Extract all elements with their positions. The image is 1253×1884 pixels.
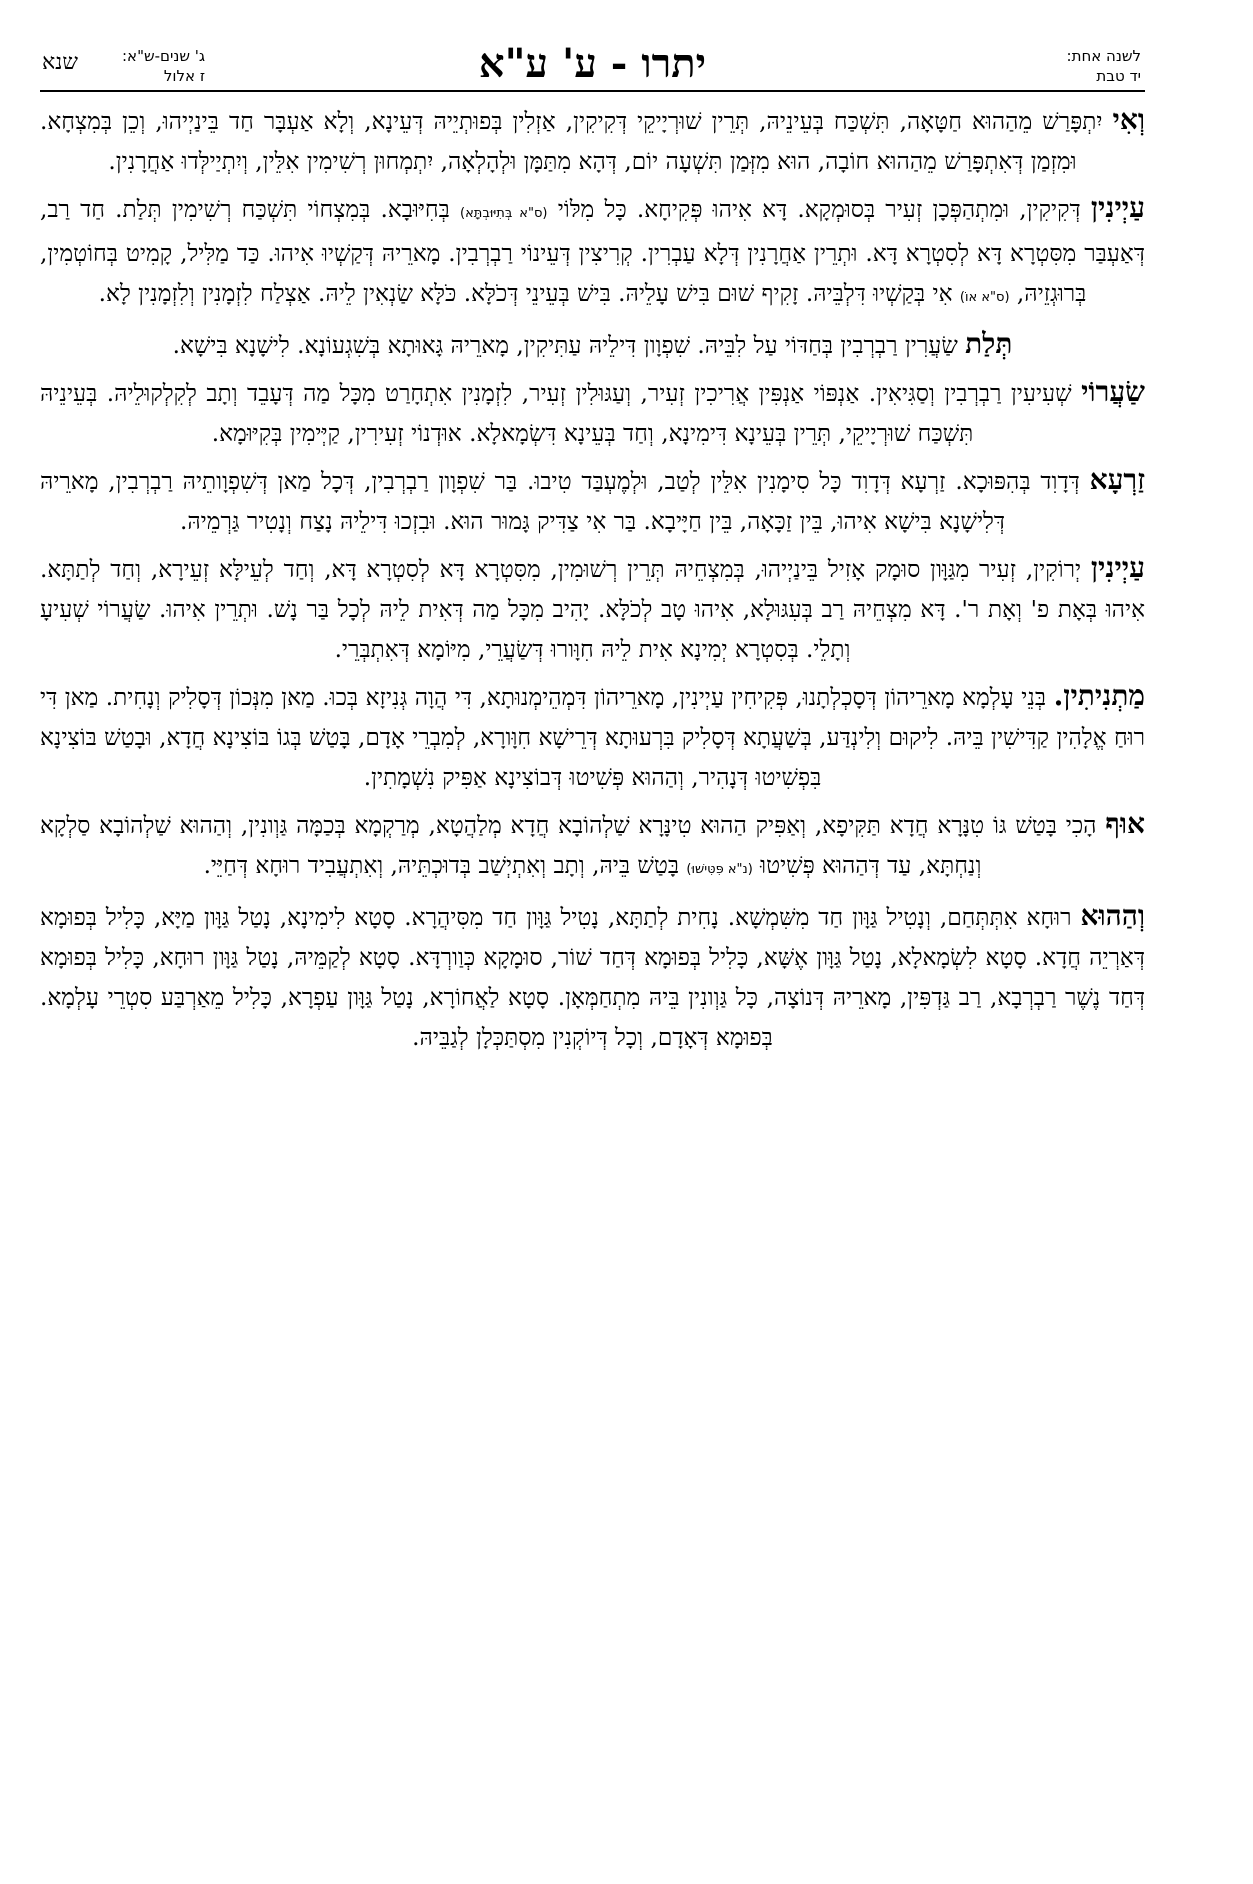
running-header [40,40,1145,92]
paragraph [40,324,1145,366]
paragraph-text: בָּטַשׁ בֵּיהּ, וְתָב וְאִתְיְשַׁב בְּדוּכְתֵּיהּ, וְאִתְעֲבִיד רוּחָא דְּחַיֵּי. [203,852,687,879]
three-year-cycle-date: ז אלול [163,67,206,85]
paragraph [40,372,1145,454]
paragraph-opener: עַיְינִין [1090,191,1145,224]
paragraph-text: שַׂעֲרִין רַבְרְבִין בְּחַדּוֹי עַל לִבֵּיהּ. שִׁפְוָון דִּילֵיהּ עַתִּיקִין, מָארֵיהּ גָּאוּתָא בְּשִׁגְעוֹנָא. לִישָׁנָא בִּישָׁא. [172,332,966,359]
paragraph [40,676,1145,798]
variant-note: (נ"א פִּטִּישׁוּ) [686,862,753,877]
paragraph-text: יִתְפָּרַשׁ מֵהַהוּא חַטָּאָה, תִּשְׁכַּח בְּעֵינֵיהּ, תְּרֵין שׁוּרְיָיקֵי דְּקִיקִין, אַזְלִין בְּפוּתְיֵיהּ דְּעֵינָא, וְלָא אַעְבָּר חַד בֵּינַיְיהוּ, וְכֵן בְּמִצְחָא. וּמִזְמַן דְּאִתְפָּרַשׁ מֵהַהוּא חוֹבָה, הוּא מִזְּמַן תִּשְׁעָה יוֹם, דְּהָא מִתַּמָּן וּלְהָלְאָה, יִתְמְחוּן רְשִׁימִין אִלֵּין, וְיִתְיַילְּדוּ אַחֲרָנִין. [40,108,1113,175]
three-year-cycle-label: ג' שנים-ש"א: [122,47,206,65]
paragraph-text: הָכִי בָּטַשׁ גּוֹ טִנָּרָא חֲדָא תַּקִּיפָא, וְאַפִּיק הַהוּא טִינָּרָא שַׁלְהוֹבָא חֲדָא מְלַהֲטָא, מְרַקְמָא בְּכַמָּה גַּוְונִין, וְהַהוּא שַׁלְהוֹבָא סַלְקָא וְנַחְתָּא, עַד דְּהַהוּא פְּשִׁיטוּ [40,812,1106,879]
header-left-dates [122,46,205,86]
main-text [40,100,1145,1058]
page [40,40,1145,1064]
page-title: יתרו - ע' ע"א [478,40,707,87]
paragraph-opener: וְאִי [1112,103,1145,136]
paragraph [40,548,1145,670]
paragraph [40,188,1145,318]
paragraph-opener: וְהַהוּא [1080,899,1145,932]
paragraph-opener: אוּף [1105,807,1145,840]
one-year-cycle-label: לשנה אחת: [1066,47,1141,65]
variant-note: (ס"א אוֹ) [959,290,1010,305]
paragraph [40,100,1145,182]
page-number: שנא [42,50,78,75]
paragraph-text: בְּחִיּוּבָא. בְּמִצְחוֹי תִּשְׁכַּח רְשִׁימִין תְּלַת. חַד רַב, דְּאַעְבַּר מִסִּטְרָא דָּא לְסִטְרָא דָּא. וּתְרֵין אַחֲרָנִין דְּלָא עַבְרִין. קְרִיצִין דְּעֵינוֹי רַבְרְבִין. מָארֵיהּ דְּקַשְׁיוּ אִיהוּ. כַּד מַלִּיל, קָמִיט בְּחוֹטְמִין, בְּרוּגְזֵיהּ, [40,196,1145,307]
paragraph-opener: עַיְינִין [1090,551,1145,584]
paragraph-text: בְּנֵי עָלְמָא מָארֵיהוֹן דְּסָכְלְתָנוּ, פְּקִיחִין עַיְינִין, מָארֵיהוֹן דִּמְהֵימְנוּתָא, דִּי הֲוָה גְּנִיזָא בְּכוּ. מַאן מִנְּכוֹן דְּסָלִיק וְנָחִית. מַאן דִּי רוּחַ אֱלָהִין קַדִּישִׁין בֵּיהּ. לִיקוּם וְלִינְדַּע, בְּשַׁעֲתָא דְּסָלִיק בִּרְעוּתָא דְּרֵישָׁא חִוָּורָא, לְמִבְרֵי אָדָם, בָּטַשׁ בְּגוֹ בּוֹצִינָא חֲדָא, וּבָטַשׁ בּוֹצִינָא בִּפְשִׁיטוּ דְּנָהִיר, וְהַהוּא פְּשִׁיטוּ דְּבוֹצִינָא אַפִּיק נִשְׁמָתִין. [40,684,1145,791]
paragraph-opener: תְּלַת [965,327,1013,360]
paragraph-opener: שַׂעֲרוֹי [1081,375,1145,408]
one-year-cycle-date: יד טבת [1096,67,1141,85]
paragraph-text: שְׁעִיעִין רַבְרְבִין וְסַגִּיאִין. אַנְפּוֹי אַנְפִּין אֲרִיכִין זְעִיר, וְעַגּוּלִין זְעִיר, לִזְמָנִין אִתְחָרַט מִכָּל מַה דְּעָבֵד וְתָב לְקִלְקוּלֵיהּ. בְּעֵינֵיהּ תִּשְׁכַּח שׁוּרְיָיקֵי, תְּרֵין בְּעֵינָא דִּימִינָא, וְחַד בְּעֵינָא דִּשְׂמָאלָא. אוּדְנוֹי זְעִירִין, קַיְּימִין בְּקִיּוּמָא. [40,380,1082,447]
paragraph-text: יְרוֹקִין, זְעִיר מִגַּוָּון סוּמָק אָזִיל בֵּינַיְיהוּ, בְּמִצְחֵיהּ תְּרֵין רְשׁוּמִין, מִסִּטְרָא דָּא לְסִטְרָא דָּא, וְחַד לְעֵילָּא זְעֵירָא, וְחַד לְתַתָּא. אִיהוּ בְּאָת פ' וְאָת ר'. דָּא מִצְחֵיהּ רַב בְּעִגּוּלָא, אִיהוּ טָב לְכֹלָּא. יָהִיב מִכָּל מַה דְּאִית לֵיהּ לְכָל בַּר נָשׁ. וּתְרֵין אִיהוּ. שַׂעֲרוֹי שְׁעִיעָ וְתָלֵי. בְּסִטְרָא יְמִינָא אִית לֵיהּ חִוָּורוּ דְּשַׂעֲרֵי, מִיּוֹמָא דְּאִתְבְּרֵי. [40,556,1145,663]
paragraph-opener: מַתְנִיתִין. [1053,679,1145,712]
paragraph [40,460,1145,542]
variant-note: (ס"א בְּתִיּוּבְתָּא) [460,206,548,221]
paragraph-text: דְּקִיקִין, וּמִתְהַפְּכָן זְעִיר בְּסוּמְקָא. דָּא אִיהוּ פְּקִיחָא. כָּל מִלּוֹי [557,196,1091,223]
paragraph-text: דְּדָוִד בְּהִפּוּכָא. זַרְעָא דְּדָוִד כָּל סִימָנִין אִלֵּין לְטַב, וּלְמֶעְבַּד טִיבוּ. בַּר שִׁפְוָון רַבְרְבִין, דְּכָל מַאן דְּשִׁפְוָותֵיהּ רַבְרְבִין, מָארֵיהּ דְּלִישָׁנָא בִּישָׁא אִיהוּ, בֵּין זַכָּאָה, בֵּין חַיָּיבָא. בַּר אִי צַדִּיק גָּמוּר הוּא. וּבִזְכוּ דִּילֵיהּ נָצַח וְנָטִיר גַּרְמֵיהּ. [40,468,1090,535]
paragraph-text: אִי בְּקַשְׁיוּ דִּלְבֵּיהּ. זָקִיף שׁוּם בִּישׁ עָלֵיהּ. בִּישׁ בְּעֵינֵי דְּכֹלָּא. כֹּלָּא שַׂנְאִין לֵיהּ. אַצְלַח לִזְמָנִין וְלִזְמָנִין לָא. [98,280,960,307]
paragraph [40,896,1145,1058]
paragraph [40,804,1145,890]
paragraph-opener: זַרְעָא [1089,463,1145,496]
paragraph-text: רוּחָא אִתְּתְּחַם, וְנָטִיל גַּוָּון חַד מִשִּׁמְשָׁא. נָחִית לְתַתָּא, נָטִיל גַּוָּון חַד מִסִּיהֲרָא. סָטָא לִימִינָא, נָטַל גַּוָּון מַיָּא, כָּלִיל בְּפוּמָא דְּאַרְיֵה חֲדָא. סָטָא לִשְׂמָאלָא, נָטַל גַּוָּון אֶשָּׁא, כָּלִיל בְּפוּמָא דְּחַד שׁוֹר, סוּמָקָא כְּוַורְדָּא. סָטָא לְקַמֵּיהּ, נָטַל גַּוָּון רוּחָא, כָּלִיל בְּפוּמָא דְּחַד נֶשֶׁר רַבְרְבָא, רַב גַּדְפִּין, מָארֵיהּ דְּנוֹצָה, כָּל גַּוְונִין בֵּיהּ מִתְחַמְּאָן. סָטָא לַאֲחוֹרָא, נָטַל גַּוָּון עַפְרָא, כָּלִיל מֵאַרְבַּע סִטְרֵי עָלְמָא. בְּפוּמָא דְּאָדָם, וְכָל דְּיוֹקְנִין מִסְתַּכְּלָן לְגַבֵּיהּ. [40,904,1145,1051]
